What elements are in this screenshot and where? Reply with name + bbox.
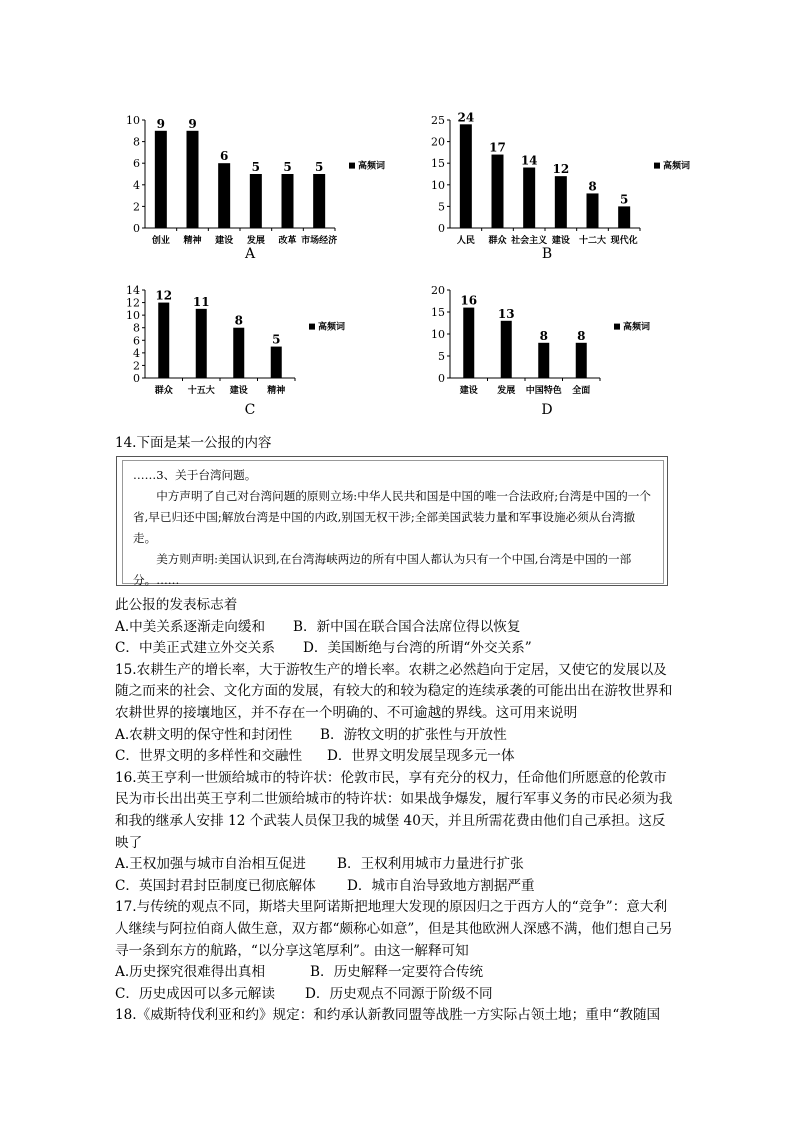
bar [463,308,474,378]
bar-value-label: 12 [155,288,173,303]
chart-d-letter: D [541,402,553,418]
bar [187,131,199,228]
y-tick-label: 20 [431,135,445,149]
x-tick-label: 中国特色 [525,386,562,396]
x-tick-label: 群众 [154,386,173,396]
y-tick-label: 10 [431,328,445,341]
legend-swatch [654,163,660,169]
bar-value-label: 24 [457,110,475,125]
chart-b-svg [420,110,691,250]
q17-option-d[interactable]: D．历史观点不同源于阶级不同 [305,985,493,1002]
q14-option-b[interactable]: B．新中国在联合国合法席位得以恢复 [293,618,521,635]
y-tick-label: 0 [438,222,445,235]
chart-d-svg [420,280,680,400]
bar-value-label: 13 [497,306,515,321]
q14-options-row2 [115,638,675,660]
bulletin-para1: 中方声明了自己对台湾问题的原则立场:中华人民共和国是中国的唯一合法政府;台湾是中国的一个省,早已归还中国;解放台湾是中国的内政,别国无权干涉;全部美国武装力量和军事设施必须从台湾撤走。 [133,489,651,545]
legend-swatch [614,324,620,330]
x-tick-label: 群众 [488,236,507,246]
question-text [115,595,675,1027]
q16-option-d[interactable]: D．城市自治导致地方割据严重 [347,877,535,894]
y-tick-label: 5 [438,350,445,363]
bar [158,303,169,378]
bar [218,163,230,228]
bulletin-para2: 美方则声明:美国认识到,在台湾海峡两边的所有中国人都认为只有一个中国,台湾是中国的一部分。…… [133,552,632,587]
bar-value-label: 8 [539,328,548,343]
x-tick-label: 发展 [246,236,265,246]
q16-options-row1 [115,854,675,876]
y-tick-label: 20 [431,284,445,297]
chart-b [420,110,691,250]
bar [523,168,535,228]
bar [155,131,167,228]
y-tick-label: 8 [133,135,140,149]
bar-value-label: 5 [283,160,292,174]
bar [250,174,262,228]
q15-option-a[interactable]: A.农耕文明的保守性和封闭性 [115,726,293,743]
y-tick-label: 14 [126,284,140,297]
x-tick-label: 建设 [459,386,478,396]
bar [501,321,512,378]
bar-value-label: 5 [251,160,261,174]
x-tick-label: 建设 [551,236,570,246]
bar [233,328,244,378]
chart-c-letter: C [244,402,256,418]
y-tick-label: 4 [133,178,140,192]
q14-stem: 此公报的发表标志着 [115,597,238,613]
legend-label: 高频词 [358,161,386,172]
y-tick-label: 4 [133,346,140,360]
q17-option-a[interactable]: A.历史探究很难得出真相 [115,964,266,981]
q16-option-c[interactable]: C．英国封君封臣制度已彻底解体 [115,877,316,894]
bar-value-label: 8 [577,328,586,343]
x-tick-label: 人民 [456,236,475,246]
bar-value-label: 5 [314,160,324,174]
bar [282,174,294,228]
y-tick-label: 5 [438,200,445,214]
bulletin-line1: ……3、关于台湾问题。 [133,468,257,482]
y-tick-label: 25 [431,114,445,127]
bar [538,343,549,378]
chart-c [115,280,375,400]
bar-value-label: 8 [234,313,243,328]
bar-value-label: 9 [188,116,197,131]
x-tick-label: 全面 [572,386,591,396]
q18-stem: 18.《威斯特伐利亚和约》规定：和约承认新教同盟等战胜一方实际占领土地；重申“教随国 [115,1007,661,1024]
legend-label: 高频词 [663,161,691,172]
q14-title: 14.下面是某一公报的内容 [115,435,272,451]
bulletin-inner [122,460,664,587]
bar [313,174,325,228]
q16-options-row2 [115,876,675,898]
chart-b-letter: B [541,246,553,262]
q15-options-row2 [115,746,675,768]
q14-option-a[interactable]: A.中美关系逐渐走向缓和 [115,618,266,635]
q17-stem: 17.与传统的观点不同，斯塔夫里阿诺斯把地理大发现的原因归之于西方人的“竞争”：意大利人继续与阿拉伯商人做生意，双方都“颇称心如意”，但是其他欧洲人深感不满，他们想自己另寻一条到东方的航路，“以分享这笔厚利”。由这一解释可知 [115,899,673,959]
chart-a [115,110,386,250]
x-tick-label: 发展 [497,386,516,396]
bar-value-label: 11 [192,294,210,309]
bar-value-label: 12 [552,162,570,177]
q15-option-c[interactable]: C．世界文明的多样性和交融性 [115,748,303,765]
bar [587,193,599,228]
x-tick-label: 市场经济 [301,236,338,246]
q14-option-c[interactable]: C．中美正式建立外交关系 [115,640,275,657]
y-tick-label: 0 [438,372,445,385]
x-tick-label: 十二大 [578,236,607,246]
x-tick-label: 精神 [183,236,202,246]
legend-label: 高频词 [318,322,346,333]
bar-value-label: 16 [460,293,478,308]
y-tick-label: 10 [126,114,140,127]
q15-options-row1 [115,725,675,747]
bar [271,347,282,378]
bar-value-label: 5 [272,332,281,347]
bar-value-label: 17 [489,140,506,155]
y-tick-label: 0 [133,372,140,385]
y-tick-label: 2 [133,200,140,214]
bar [492,155,504,228]
bar [460,124,472,228]
q17-option-b[interactable]: B．历史解释一定要符合传统 [310,964,484,981]
bar [576,343,587,378]
x-tick-label: 建设 [229,386,248,396]
x-tick-label: 社会主义 [511,236,548,246]
bar [196,309,207,378]
q17-options-row1 [115,962,675,984]
x-tick-label: 精神 [267,386,286,396]
y-tick-label: 10 [126,309,140,323]
x-tick-label: 改革 [278,236,297,246]
y-tick-label: 6 [133,334,140,348]
bulletin-box [116,456,668,586]
bar [555,176,567,228]
bar-value-label: 9 [156,116,166,131]
y-tick-label: 2 [133,359,140,373]
legend-swatch [349,163,355,169]
x-tick-label: 现代化 [610,236,638,246]
y-tick-label: 15 [431,306,445,319]
q15-option-d[interactable]: D．世界文明发展呈现多元一体 [327,748,515,765]
q16-stem: 16.英王亨利一世颁给城市的特许状：伦敦市民，享有充分的权力，任命他们所愿意的伦敦市民为市长出出英王亨利二世颁给城市的特许状：如果战争爆发，履行军事义务的市民必须为我和我的继承人安排 12 个武装人员保卫我的城堡 40天，并且所需花费由他们自己承担。这反映了 [115,769,673,851]
legend-swatch [309,324,315,330]
bar-value-label: 14 [520,153,538,168]
x-tick-label: 十五大 [187,386,215,396]
q17-options-row2 [115,984,675,1006]
x-tick-label: 建设 [215,236,234,246]
q14-options-row1 [115,617,675,639]
legend-label: 高频词 [623,322,651,333]
bar [618,206,630,228]
bar-value-label: 5 [619,192,629,207]
q14-option-d[interactable]: D．美国断绝与台湾的所谓“外交关系” [303,640,532,657]
chart-a-letter: A [244,246,256,262]
q16-option-a[interactable]: A.王权加强与城市自治相互促进 [115,856,306,873]
y-tick-label: 0 [133,222,140,235]
bar-value-label: 8 [588,179,597,194]
chart-c-svg [115,280,375,400]
y-tick-label: 15 [431,157,445,171]
x-tick-label: 创业 [151,236,170,246]
q16-option-b[interactable]: B．王权利用城市力量进行扩张 [337,856,524,873]
chart-d [420,280,680,400]
y-tick-label: 12 [126,296,140,310]
chart-a-svg [115,110,386,250]
y-tick-label: 10 [431,178,445,192]
bar-value-label: 6 [219,149,229,164]
q17-option-c[interactable]: C．历史成因可以多元解读 [115,985,275,1002]
y-tick-label: 6 [133,157,140,171]
y-tick-label: 8 [133,321,140,335]
q15-option-b[interactable]: B．游牧文明的扩张性与开放性 [320,726,507,743]
q15-stem: 15.农耕生产的增长率，大于游牧生产的增长率。农耕之必然趋向于定居，又使它的发展以及随之而来的社会、文化方面的发展，有较大的和较为稳定的连续承袭的可能出出在游牧世界和农耕世界的接壤地区，并不存在一个明确的、不可逾越的界线。这可用来说明 [115,661,673,721]
